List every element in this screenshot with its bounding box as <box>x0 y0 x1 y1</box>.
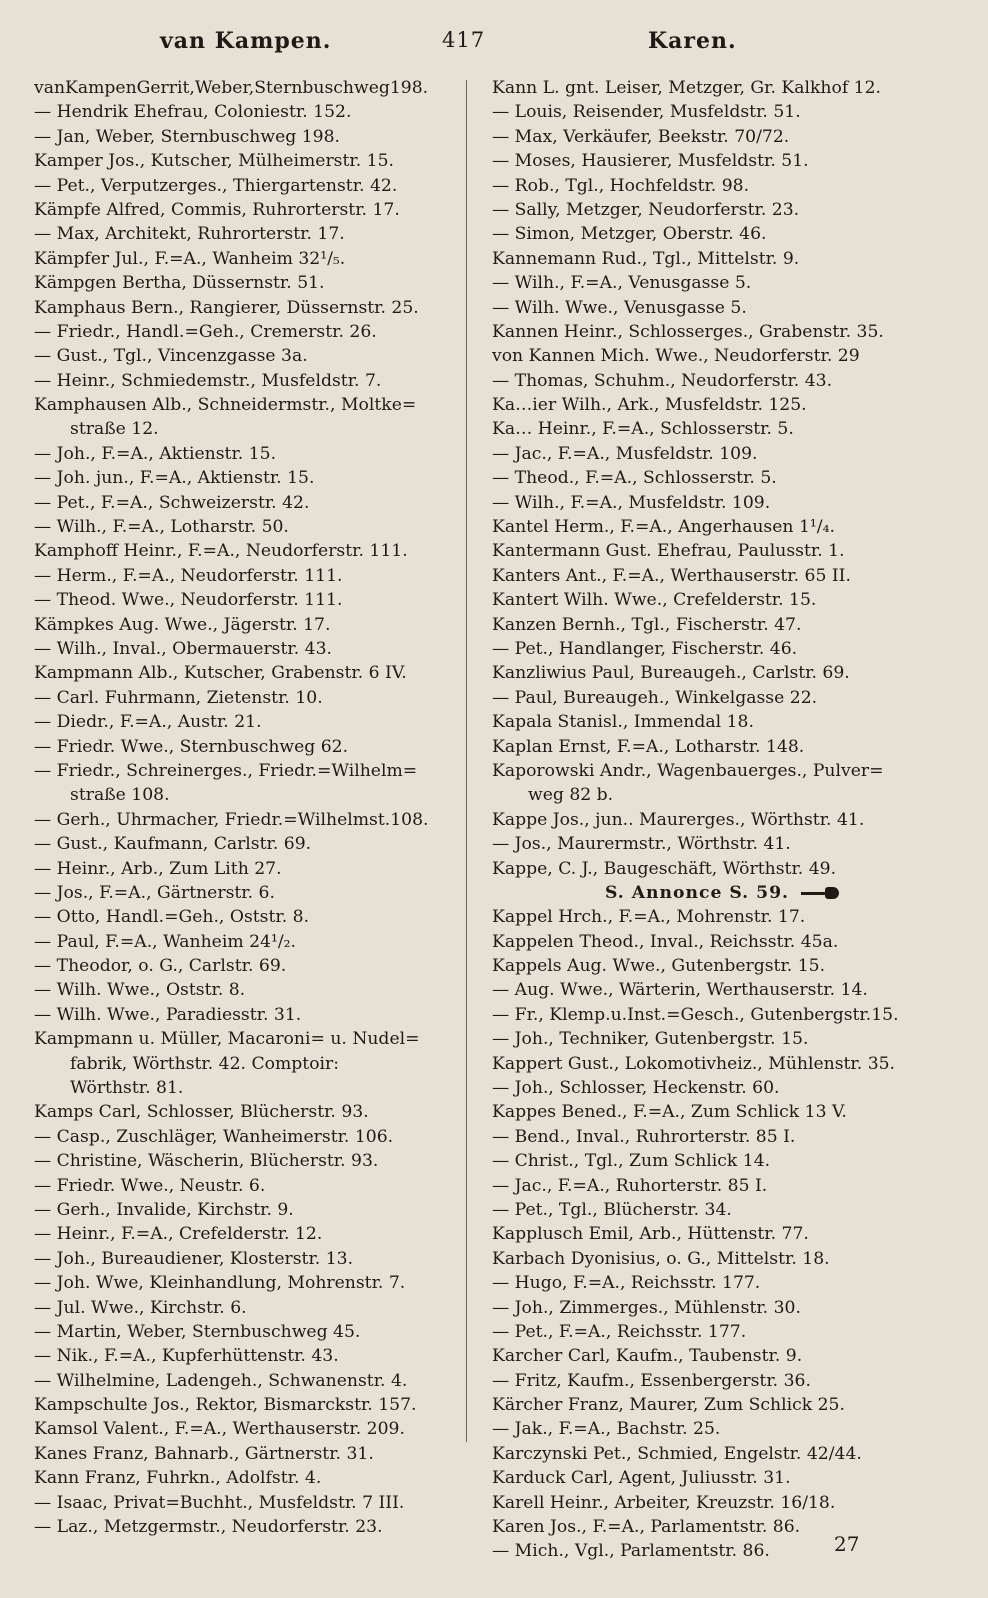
entry-text: — Hugo, F.=A., Reichsstr. 177. <box>492 1273 761 1294</box>
directory-entry <box>492 491 952 515</box>
entry-text: Kampschulte Jos., Rektor, Bismarckstr. 157. <box>34 1395 417 1416</box>
entry-text: — Friedr. Wwe., Neustr. 6. <box>34 1175 266 1196</box>
entry-text: — Jan, Weber, Sternbuschweg 198. <box>34 126 340 147</box>
directory-entry <box>492 515 952 539</box>
directory-entry <box>492 125 952 149</box>
entry-text: Kappe, C. J., Baugeschäft, Wörthstr. 49. <box>492 858 837 879</box>
directory-entry <box>492 76 952 100</box>
entry-text: — Gerh., Uhrmacher, Friedr.=Wilhelmst.108. <box>34 809 429 830</box>
entry-text: Kärcher Franz, Maurer, Zum Schlick 25. <box>492 1395 845 1416</box>
entry-text: — Wilh., F.=A., Musfeldstr. 109. <box>492 492 771 513</box>
entry-text: — Wilh., Inval., Obermauerstr. 43. <box>34 638 332 659</box>
entry-text: — Pet., Handlanger, Fischerstr. 46. <box>492 638 798 659</box>
footer-page-number: 27 <box>834 1532 860 1556</box>
directory-entry <box>34 954 462 978</box>
directory-entry <box>34 125 462 149</box>
entry-text: — Louis, Reisender, Musfeldstr. 51. <box>492 102 801 123</box>
entry-text: — Thomas, Schuhm., Neudorferstr. 43. <box>492 370 833 391</box>
entry-text: Kamsol Valent., F.=A., Werthauserstr. 209. <box>34 1419 405 1440</box>
directory-entry <box>34 661 462 685</box>
entry-text: — Joh. Wwe, Kleinhandlung, Mohrenstr. 7. <box>34 1273 406 1294</box>
directory-entry <box>492 759 952 783</box>
entry-text: — Theod. Wwe., Neudorferstr. 111. <box>34 590 343 611</box>
directory-entry <box>34 1296 462 1320</box>
entry-text: Kamphaus Bern., Rangierer, Düssernstr. 25. <box>34 297 419 318</box>
directory-entry <box>34 1198 462 1222</box>
directory-entry <box>34 1027 462 1051</box>
entry-text: Kampmann u. Müller, Macaroni= u. Nudel= <box>34 1029 420 1050</box>
entry-text: — Christ., Tgl., Zum Schlick 14. <box>492 1151 771 1172</box>
entry-text: Kaporowski Andr., Wagenbauerges., Pulver= <box>492 760 884 781</box>
entry-text: Wörthstr. 81. <box>70 1078 184 1099</box>
directory-entry <box>492 1320 952 1344</box>
entry-text: — Christine, Wäscherin, Blücherstr. 93. <box>34 1151 379 1172</box>
directory-entry <box>34 637 462 661</box>
entry-text: — Jos., F.=A., Gärtnerstr. 6. <box>34 882 275 903</box>
entry-text: — Friedr. Wwe., Sternbuschweg 62. <box>34 736 349 757</box>
entry-text: — Paul, F.=A., Wanheim 24¹/₂. <box>34 931 296 952</box>
entry-text: — Martin, Weber, Sternbuschweg 45. <box>34 1321 361 1342</box>
directory-entry <box>34 978 462 1002</box>
directory-entry <box>34 905 462 929</box>
entry-text: — Wilh. Wwe., Venusgasse 5. <box>492 297 747 318</box>
entry-text: Karbach Dyonisius, o. G., Mittelstr. 18. <box>492 1248 830 1269</box>
directory-entry <box>492 588 952 612</box>
directory-entry <box>34 930 462 954</box>
entry-text: — Wilh. Wwe., Oststr. 8. <box>34 980 246 1001</box>
directory-entry <box>34 296 462 320</box>
entry-text: — Fr., Klemp.u.Inst.=Gesch., Gutenbergstr.15. <box>492 1004 899 1025</box>
directory-entry <box>34 369 462 393</box>
directory-entry <box>34 515 462 539</box>
directory-entry <box>492 954 952 978</box>
entry-text: — Paul, Bureaugeh., Winkelgasse 22. <box>492 687 818 708</box>
directory-entry <box>492 613 952 637</box>
directory-entry <box>34 271 462 295</box>
entry-text: Kämpfe Alfred, Commis, Ruhrorterstr. 17. <box>34 199 400 220</box>
entry-text: Karell Heinr., Arbeiter, Kreuzstr. 16/18. <box>492 1492 836 1513</box>
entry-text: — Heinr., Arb., Zum Lith 27. <box>34 858 282 879</box>
directory-entry <box>492 978 952 1002</box>
directory-entry <box>34 857 462 881</box>
entry-text: Kanters Ant., F.=A., Werthauserstr. 65 II. <box>492 565 851 586</box>
directory-entry <box>34 808 462 832</box>
entry-text: Kapplusch Emil, Arb., Hüttenstr. 77. <box>492 1224 809 1245</box>
entry-text: — Gust., Kaufmann, Carlstr. 69. <box>34 834 312 855</box>
entry-text: — Joh., Techniker, Gutenbergstr. 15. <box>492 1029 809 1050</box>
directory-entry <box>492 1344 952 1368</box>
entry-text: — Herm., F.=A., Neudorferstr. 111. <box>34 565 343 586</box>
entry-text: — Wilh. Wwe., Paradiesstr. 31. <box>34 1004 302 1025</box>
entry-text: — Hendrik Ehefrau, Coloniestr. 152. <box>34 102 352 123</box>
directory-entry <box>492 417 952 441</box>
directory-entry <box>34 1515 462 1539</box>
directory-entry <box>492 296 952 320</box>
entry-text: — Mich., Vgl., Parlamentstr. 86. <box>492 1541 770 1562</box>
left-column <box>34 76 462 1539</box>
directory-entry <box>492 369 952 393</box>
directory-entry <box>492 1515 952 1539</box>
entry-text: — Laz., Metzgermstr., Neudorferstr. 23. <box>34 1517 383 1538</box>
entry-text: Karczynski Pet., Schmied, Engelstr. 42/44. <box>492 1443 862 1464</box>
entry-text: straße 108. <box>70 785 170 806</box>
entry-text: Kämpgen Bertha, Düssernstr. 51. <box>34 273 325 294</box>
directory-entry <box>34 442 462 466</box>
directory-entry <box>492 930 952 954</box>
directory-entry <box>492 539 952 563</box>
entry-text: — Joh. jun., F.=A., Aktienstr. 15. <box>34 468 315 489</box>
entry-text: weg 82 b. <box>528 785 614 806</box>
directory-entry <box>492 1100 952 1124</box>
directory-entry <box>492 344 952 368</box>
entry-text: — Pet., Verputzerges., Thiergartenstr. 42. <box>34 175 398 196</box>
entry-text: — Casp., Zuschläger, Wanheimerstr. 106. <box>34 1126 394 1147</box>
directory-entry <box>34 393 462 417</box>
entry-text: — Nik., F.=A., Kupferhüttenstr. 43. <box>34 1346 339 1367</box>
entry-text: Kamps Carl, Schlosser, Blücherstr. 93. <box>34 1102 369 1123</box>
entry-text: Kannemann Rud., Tgl., Mittelstr. 9. <box>492 248 800 269</box>
directory-entry <box>492 1052 952 1076</box>
entry-text: Kanes Franz, Bahnarb., Gärtnerstr. 31. <box>34 1443 374 1464</box>
directory-entry <box>34 1344 462 1368</box>
entry-text: Kaplan Ernst, F.=A., Lotharstr. 148. <box>492 736 805 757</box>
directory-entry <box>492 247 952 271</box>
directory-entry <box>34 1491 462 1515</box>
entry-text: — Jac., F.=A., Ruhorterstr. 85 I. <box>492 1175 768 1196</box>
directory-entry <box>492 1466 952 1490</box>
directory-entry <box>34 1174 462 1198</box>
directory-entry <box>492 1296 952 1320</box>
directory-entry <box>34 1442 462 1466</box>
entry-text: — Wilhelmine, Ladengeh., Schwanenstr. 4. <box>34 1370 408 1391</box>
entry-text: Kamper Jos., Kutscher, Mülheimerstr. 15. <box>34 151 394 172</box>
directory-entry <box>492 442 952 466</box>
entry-text: — Sally, Metzger, Neudorferstr. 23. <box>492 199 800 220</box>
entry-text: — Jac., F.=A., Musfeldstr. 109. <box>492 443 758 464</box>
directory-entry <box>34 417 462 441</box>
entry-text: — Gust., Tgl., Vincenzgasse 3a. <box>34 346 308 367</box>
entry-text: — Jak., F.=A., Bachstr. 25. <box>492 1419 721 1440</box>
entry-text: Kann Franz, Fuhrkn., Adolfstr. 4. <box>34 1468 322 1489</box>
entry-text: — Joh., Zimmerges., Mühlenstr. 30. <box>492 1297 801 1318</box>
entry-text: — Joh., F.=A., Aktienstr. 15. <box>34 443 277 464</box>
entry-text: Kappe Jos., jun.. Maurerges., Wörthstr. 41. <box>492 809 865 830</box>
entry-text: Kämpkes Aug. Wwe., Jägerstr. 17. <box>34 614 331 635</box>
entry-text: Karen Jos., F.=A., Parlamentstr. 86. <box>492 1517 801 1538</box>
entry-text: fabrik, Wörthstr. 42. Comptoir: <box>70 1053 340 1074</box>
directory-entry <box>492 1174 952 1198</box>
entry-text: — Theodor, o. G., Carlstr. 69. <box>34 956 287 977</box>
directory-entry <box>492 1222 952 1246</box>
entry-text: Kann L. gnt. Leiser, Metzger, Gr. Kalkhof 12. <box>492 78 881 98</box>
directory-entry <box>34 100 462 124</box>
entry-text: Kämpfer Jul., F.=A., Wanheim 32¹/₅. <box>34 248 346 269</box>
directory-entry <box>492 661 952 685</box>
directory-entry <box>492 149 952 173</box>
entry-text: Kannen Heinr., Schlosserges., Grabenstr. 35. <box>492 321 884 342</box>
directory-entry <box>492 1539 952 1563</box>
entry-text: — Pet., F.=A., Reichsstr. 177. <box>492 1321 747 1342</box>
entry-text: von Kannen Mich. Wwe., Neudorferstr. 29 <box>492 346 860 367</box>
entry-text: — Fritz, Kaufm., Essenbergerstr. 36. <box>492 1370 811 1391</box>
entry-text: — Gerh., Invalide, Kirchstr. 9. <box>34 1199 294 1220</box>
directory-entry <box>492 1491 952 1515</box>
directory-entry <box>34 1417 462 1441</box>
directory-entry <box>34 320 462 344</box>
entry-text: Ka… Heinr., F.=A., Schlosserstr. 5. <box>492 419 794 440</box>
directory-entry <box>492 637 952 661</box>
entry-text: — Pet., F.=A., Schweizerstr. 42. <box>34 492 310 513</box>
directory-entry <box>492 1125 952 1149</box>
directory-entry <box>34 222 462 246</box>
entry-text: — Wilh., F.=A., Lotharstr. 50. <box>34 517 289 538</box>
directory-entry <box>34 1247 462 1271</box>
directory-entry <box>34 1076 462 1100</box>
page-header <box>0 28 988 64</box>
entry-text: — Heinr., F.=A., Crefelderstr. 12. <box>34 1224 323 1245</box>
entry-text: — Wilh., F.=A., Venusgasse 5. <box>492 273 752 294</box>
directory-entry <box>34 710 462 734</box>
directory-entry <box>492 1271 952 1295</box>
directory-entry <box>492 783 952 807</box>
entry-text: Kantermann Gust. Ehefrau, Paulusstr. 1. <box>492 541 845 562</box>
pointing-hand-icon <box>801 887 839 899</box>
directory-entry <box>34 1271 462 1295</box>
directory-entry <box>34 466 462 490</box>
entry-text: Kappes Bened., F.=A., Zum Schlick 13 V. <box>492 1102 847 1123</box>
directory-entry <box>34 783 462 807</box>
directory-entry <box>492 1247 952 1271</box>
directory-entry <box>34 1003 462 1027</box>
entry-text: — Moses, Hausierer, Musfeldstr. 51. <box>492 151 809 172</box>
directory-entry <box>34 881 462 905</box>
directory-entry <box>492 100 952 124</box>
directory-entry <box>492 1417 952 1441</box>
directory-entry <box>492 222 952 246</box>
entry-text: — Rob., Tgl., Hochfeldstr. 98. <box>492 175 750 196</box>
directory-entry <box>34 1052 462 1076</box>
directory-entry <box>34 735 462 759</box>
directory-entry <box>34 344 462 368</box>
directory-entry <box>492 686 952 710</box>
entry-text: — Friedr., Handl.=Geh., Cremerstr. 26. <box>34 321 377 342</box>
entry-text: — Max, Architekt, Ruhrorterstr. 17. <box>34 224 345 245</box>
entry-text: vanKampenGerrit,Weber,Sternbuschweg198. <box>34 78 429 98</box>
directory-entry <box>34 149 462 173</box>
right-column <box>492 76 952 1564</box>
entry-text: Kappert Gust., Lokomotivheiz., Mühlenstr. 35. <box>492 1053 896 1074</box>
entry-text: Kappelen Theod., Inval., Reichsstr. 45a. <box>492 931 839 952</box>
entry-text: — Max, Verkäufer, Beekstr. 70/72. <box>492 126 790 147</box>
entry-text: Kampmann Alb., Kutscher, Grabenstr. 6 IV. <box>34 663 407 684</box>
directory-entry <box>492 564 952 588</box>
annonce-reference <box>492 881 952 905</box>
directory-entry <box>34 1369 462 1393</box>
directory-entry <box>34 1222 462 1246</box>
directory-entry <box>492 857 952 881</box>
directory-entry <box>492 393 952 417</box>
directory-entry <box>34 76 462 100</box>
directory-entry <box>34 613 462 637</box>
entry-text: Kanzliwius Paul, Bureaugeh., Carlstr. 69. <box>492 663 850 684</box>
directory-entry <box>34 686 462 710</box>
directory-entry <box>34 491 462 515</box>
entry-text: — Pet., Tgl., Blücherstr. 34. <box>492 1199 732 1220</box>
directory-entry <box>34 832 462 856</box>
directory-entry <box>492 1369 952 1393</box>
entry-text: — Bend., Inval., Ruhrorterstr. 85 I. <box>492 1126 796 1147</box>
directory-entry <box>492 174 952 198</box>
entry-text: Kanzen Bernh., Tgl., Fischerstr. 47. <box>492 614 802 635</box>
entry-text: straße 12. <box>70 419 159 440</box>
directory-entry <box>34 247 462 271</box>
directory-entry <box>34 198 462 222</box>
directory-entry <box>492 1198 952 1222</box>
entry-text: — Diedr., F.=A., Austr. 21. <box>34 712 262 733</box>
entry-text: Kantert Wilh. Wwe., Crefelderstr. 15. <box>492 590 817 611</box>
entry-text: Kapala Stanisl., Immendal 18. <box>492 712 754 733</box>
entry-text: — Joh., Bureaudiener, Klosterstr. 13. <box>34 1248 354 1269</box>
directory-entry <box>34 1393 462 1417</box>
entry-text: Kappels Aug. Wwe., Gutenbergstr. 15. <box>492 956 826 977</box>
entry-text: Kappel Hrch., F.=A., Mohrenstr. 17. <box>492 907 806 928</box>
column-divider <box>466 80 467 1442</box>
directory-entry <box>492 1076 952 1100</box>
header-first-name: van Kampen. <box>160 28 332 54</box>
header-page-number: 417 <box>442 28 486 52</box>
directory-entry <box>492 1003 952 1027</box>
entry-text: — Otto, Handl.=Geh., Oststr. 8. <box>34 907 310 928</box>
directory-entry <box>492 271 952 295</box>
directory-entry <box>492 1393 952 1417</box>
directory-entry <box>34 1149 462 1173</box>
directory-entry <box>492 1027 952 1051</box>
entry-text: — Simon, Metzger, Oberstr. 46. <box>492 224 767 245</box>
directory-entry <box>34 1100 462 1124</box>
directory-entry <box>34 564 462 588</box>
entry-text: — Aug. Wwe., Wärterin, Werthauserstr. 14. <box>492 980 868 1001</box>
directory-entry <box>34 539 462 563</box>
directory-entry <box>34 1320 462 1344</box>
directory-entry <box>492 198 952 222</box>
entry-text: Kamphausen Alb., Schneidermstr., Moltke= <box>34 395 417 416</box>
entry-text: S. Annonce S. 59. <box>604 882 790 903</box>
entry-text: — Heinr., Schmiedemstr., Musfeldstr. 7. <box>34 370 382 391</box>
entry-text: Kamphoff Heinr., F.=A., Neudorferstr. 111. <box>34 541 408 562</box>
directory-entry <box>492 735 952 759</box>
directory-entry <box>492 320 952 344</box>
entry-text: — Theod., F.=A., Schlosserstr. 5. <box>492 468 777 489</box>
directory-entry <box>492 1149 952 1173</box>
header-last-name: Karen. <box>648 28 737 54</box>
directory-entry <box>492 466 952 490</box>
entry-text: — Jos., Maurermstr., Wörthstr. 41. <box>492 834 791 855</box>
entry-text: Kantel Herm., F.=A., Angerhausen 1¹/₄. <box>492 517 835 538</box>
directory-entry <box>492 1442 952 1466</box>
directory-entry <box>492 808 952 832</box>
directory-entry <box>34 174 462 198</box>
directory-entry <box>492 832 952 856</box>
entry-text: — Isaac, Privat=Buchht., Musfeldstr. 7 III. <box>34 1492 405 1513</box>
entry-text: — Jul. Wwe., Kirchstr. 6. <box>34 1297 247 1318</box>
entry-text: Ka…ier Wilh., Ark., Musfeldstr. 125. <box>492 395 807 416</box>
directory-entry <box>492 905 952 929</box>
directory-entry <box>34 1125 462 1149</box>
entry-text: — Friedr., Schreinerges., Friedr.=Wilhelm= <box>34 760 418 781</box>
directory-entry <box>492 710 952 734</box>
directory-entry <box>34 1466 462 1490</box>
entry-text: — Carl. Fuhrmann, Zietenstr. 10. <box>34 687 323 708</box>
entry-text: — Joh., Schlosser, Heckenstr. 60. <box>492 1078 780 1099</box>
entry-text: Karcher Carl, Kaufm., Taubenstr. 9. <box>492 1346 803 1367</box>
directory-entry <box>34 759 462 783</box>
entry-text: Karduck Carl, Agent, Juliusstr. 31. <box>492 1468 791 1489</box>
directory-entry <box>34 588 462 612</box>
